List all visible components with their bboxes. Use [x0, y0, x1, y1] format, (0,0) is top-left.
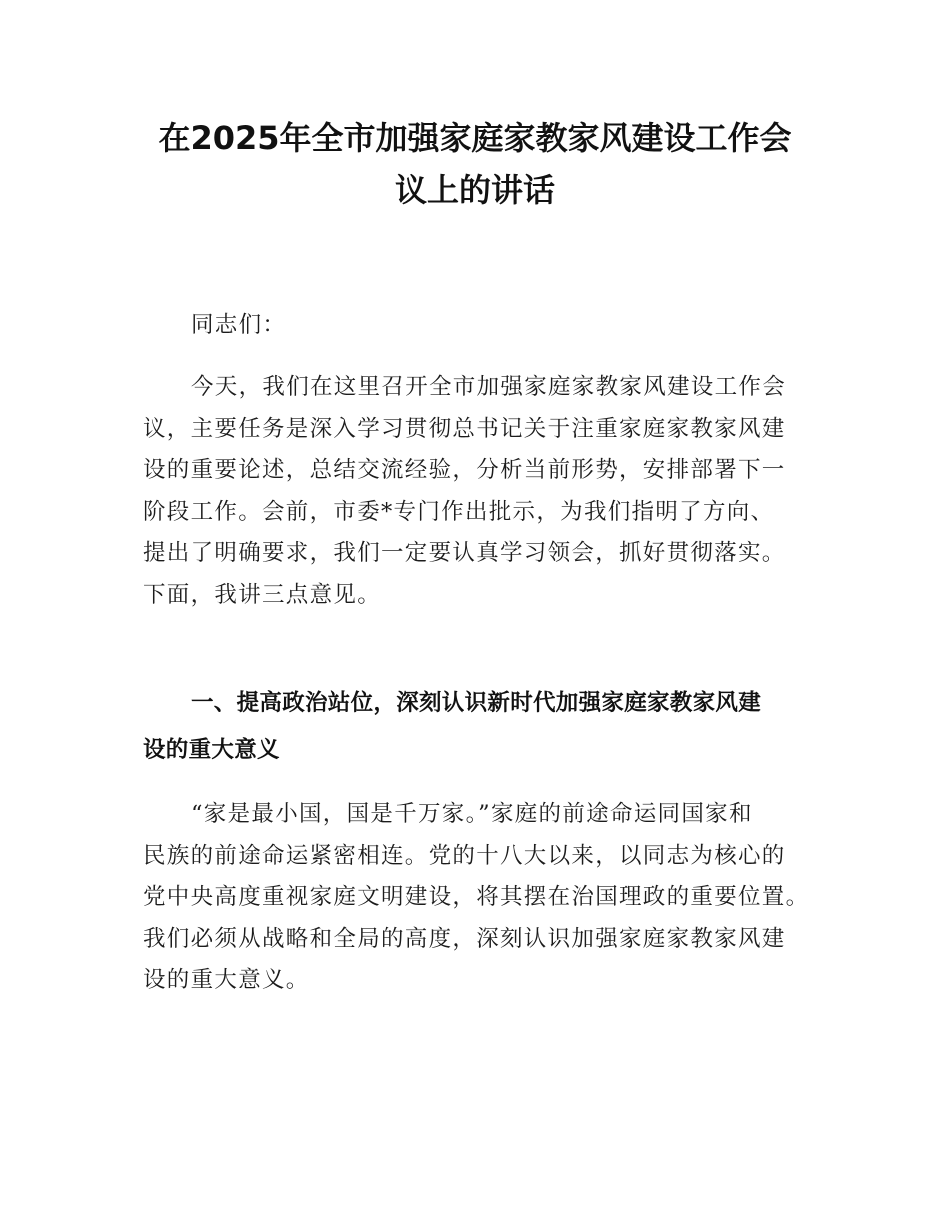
greeting-text: 同志们： — [191, 312, 287, 338]
paragraph-line: “家是最小国，国是千万家。”家庭的前途命运同国家和 — [191, 801, 753, 827]
paragraph-line: 党中央高度重视家庭文明建设，将其摆在治国理政的重要位置。 — [143, 884, 810, 910]
heading-line: 设的重大意义 — [143, 737, 280, 763]
paragraph-line: 议，主要任务是深入学习贯彻总书记关于注重家庭家教家风建 — [143, 415, 786, 442]
paragraph-line: 阶段工作。会前，市委*专门作出批示，为我们指明了方向、 — [143, 498, 775, 525]
paragraph-line: 我们必须从战略和全局的高度，深刻认识加强家庭家教家风建 — [143, 925, 786, 952]
greeting — [143, 305, 813, 347]
paragraph-1 — [143, 367, 813, 616]
title-line-2: 议上的讲话 — [394, 171, 555, 209]
section-heading-1 — [143, 680, 823, 774]
heading-line: 一、提高政治站位，深刻认识新时代加强家庭家教家风建 — [191, 690, 762, 716]
title-line-1: 在2025年全市加强家庭家教家风建设工作会 — [158, 119, 792, 157]
paragraph-line: 民族的前途命运紧密相连。党的十八大以来，以同志为核心的 — [143, 842, 786, 869]
paragraph-line: 今天，我们在这里召开全市加强家庭家教家风建设工作会 — [191, 374, 787, 400]
paragraph-line: 下面，我讲三点意见。 — [143, 581, 382, 608]
paragraph-2 — [143, 794, 813, 1002]
paragraph-line: 设的重大意义。 — [143, 967, 310, 993]
paragraph-line: 设的重要论述，总结交流经验，分析当前形势，安排部署下一 — [143, 457, 786, 483]
document-title — [120, 112, 830, 216]
paragraph-line: 提出了明确要求，我们一定要认真学习领会，抓好贯彻落实。 — [143, 540, 786, 566]
